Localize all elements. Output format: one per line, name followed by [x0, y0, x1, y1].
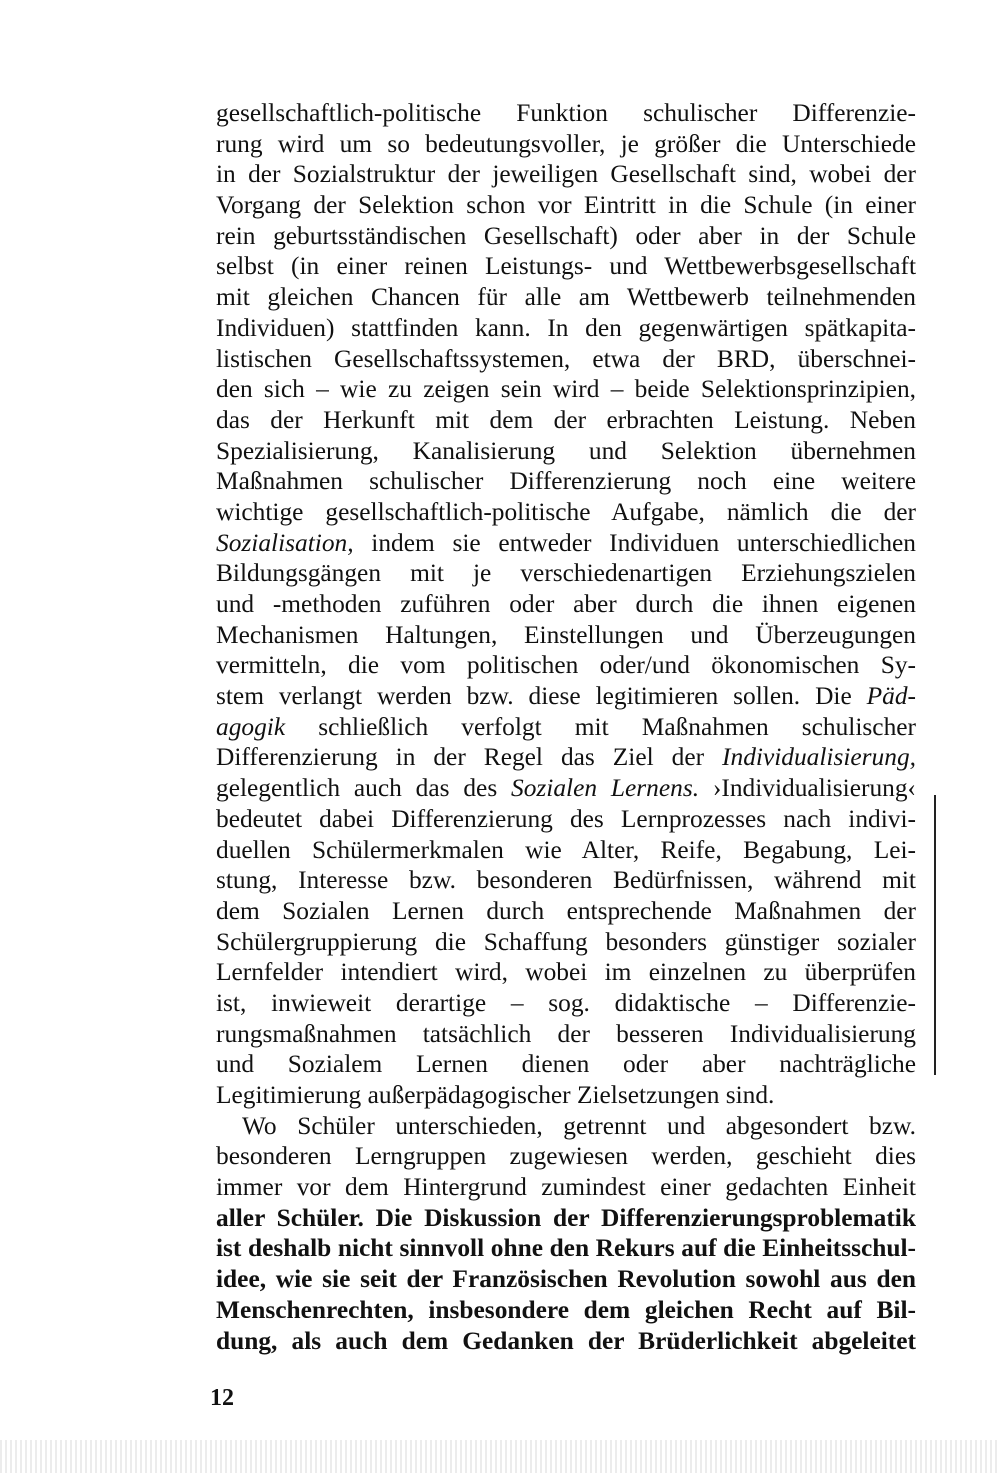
text-line	[216, 835, 916, 866]
text-line	[216, 466, 916, 497]
text-run: Lernfelder intendiert wird, wobei im einzelnen zu überprüfen	[216, 958, 916, 987]
text-run: immer vor dem Hintergrund zumindest einer gedachten Einheit	[216, 1173, 916, 1202]
text-line	[216, 1233, 916, 1264]
text-line	[216, 742, 916, 773]
text-line	[216, 1295, 916, 1326]
text-line	[216, 436, 916, 467]
italic-term: Päd-	[866, 682, 916, 711]
text-line	[216, 528, 916, 559]
body-text	[216, 98, 916, 1356]
text-line	[216, 405, 916, 436]
text-line	[216, 374, 916, 405]
text-line	[216, 957, 916, 988]
text-line	[216, 190, 916, 221]
text-run: Schülergruppierung die Schaffung besonders günstiger sozialer	[216, 927, 916, 956]
text-run: bedeutet dabei Differenzierung des Lernprozesses nach indivi-	[216, 804, 916, 833]
text-run: dung, als auch dem Gedanken der Brüderlichkeit abgeleitet	[216, 1326, 916, 1355]
text-line	[216, 589, 916, 620]
text-run: Differenzierung in der Regel das Ziel der	[216, 743, 723, 772]
text-run: in der Sozialstruktur der jeweiligen Gesellschaft sind, wobei der	[216, 160, 916, 189]
text-run: ist deshalb nicht sinnvoll ohne den Rekurs auf die Einheitsschul-	[216, 1234, 916, 1263]
text-line	[216, 865, 916, 896]
text-run: Mechanismen Haltungen, Einstellungen und Überzeugungen	[216, 620, 916, 649]
text-line	[216, 129, 916, 160]
text-run: gesellschaftlich-politische Funktion schulischer Differenzie-	[216, 99, 916, 127]
text-run: ›Individualisierung‹	[699, 774, 916, 803]
text-run: listischen Gesellschaftssystemen, etwa der BRD, überschnei-	[216, 344, 916, 373]
scan-noise	[0, 1440, 1000, 1473]
text-run: das der Herkunft mit dem der erbrachten Leistung. Neben	[216, 405, 916, 434]
text-line	[216, 251, 916, 282]
text-line	[216, 1111, 916, 1142]
text-run: idee, wie sie seit der Französischen Revolution sowohl aus den	[216, 1265, 916, 1294]
text-line	[216, 1326, 916, 1357]
text-run: Individuen) stattfinden kann. In den gegenwärtigen spätkapita-	[216, 313, 916, 342]
text-run: Vorgang der Selektion schon vor Eintritt in die Schule (in einer	[216, 191, 916, 220]
text-line	[216, 712, 916, 743]
text-run: duellen Schülermerkmalen wie Alter, Reife, Begabung, Lei-	[216, 835, 916, 864]
text-run: mit gleichen Chancen für alle am Wettbewerb teilnehmenden	[216, 283, 916, 312]
text-run: Legitimierung außerpädagogischer Zielsetzungen sind.	[216, 1081, 775, 1109]
text-line	[216, 98, 916, 129]
text-line	[216, 681, 916, 712]
text-run: Wo Schüler unterschieden, getrennt und abgesondert bzw.	[242, 1111, 916, 1140]
text-run: stung, Interesse bzw. besonderen Bedürfnissen, während mit	[216, 866, 916, 895]
italic-term: Sozialisation,	[216, 528, 354, 557]
text-line	[216, 221, 916, 252]
text-line	[216, 1080, 916, 1111]
text-run: Maßnahmen schulischer Differenzierung noch eine weitere	[216, 467, 916, 496]
text-line	[216, 313, 916, 344]
text-line	[216, 1141, 916, 1172]
text-line	[216, 1264, 916, 1295]
text-line	[216, 927, 916, 958]
text-run: rung wird um so bedeutungsvoller, je größer die Unterschiede	[216, 129, 916, 158]
text-run: den sich – wie zu zeigen sein wird – beide Selektionsprinzipien,	[216, 375, 916, 404]
text-line	[216, 620, 916, 651]
margin-line-mark	[934, 795, 936, 1075]
text-run: und -methoden zuführen oder aber durch die ihnen eigenen	[216, 590, 916, 618]
text-line	[216, 159, 916, 190]
text-run: Bildungsgängen mit je verschiedenartigen Erziehungszielen	[216, 559, 916, 588]
text-run: ist, inwieweit derartige – sog. didaktische – Differenzie-	[216, 988, 916, 1017]
italic-term: Individualisierung,	[722, 743, 916, 772]
italic-term: agogik	[216, 712, 286, 741]
text-line	[216, 988, 916, 1019]
text-run: indem sie entweder Individuen unterschiedlichen	[353, 528, 916, 557]
text-line	[216, 282, 916, 313]
text-line	[216, 497, 916, 528]
text-run: und Sozialem Lernen dienen oder aber nachträgliche	[216, 1050, 916, 1079]
page-number: 12	[210, 1385, 234, 1411]
text-run: rein geburtsständischen Gesellschaft) oder aber in der Schule	[216, 221, 916, 250]
text-line	[216, 896, 916, 927]
italic-term: Sozialen Lernens.	[511, 774, 700, 803]
text-line	[216, 650, 916, 681]
text-run: besonderen Lerngruppen zugewiesen werden, geschieht dies	[216, 1142, 916, 1171]
text-line	[216, 773, 916, 804]
text-run: aller Schüler. Die Diskussion der Differenzierungsproblematik	[216, 1203, 916, 1232]
text-line	[216, 804, 916, 835]
text-run: selbst (in einer reinen Leistungs- und Wettbewerbsgesellschaft	[216, 252, 916, 281]
text-run: rungsmaßnahmen tatsächlich der besseren Individualisierung	[216, 1019, 916, 1048]
text-line	[216, 1019, 916, 1050]
text-run: Spezialisierung, Kanalisierung und Selektion übernehmen	[216, 436, 916, 465]
text-line	[216, 558, 916, 589]
text-line	[216, 1049, 916, 1080]
text-run: Menschenrechten, insbesondere dem gleichen Recht auf Bil-	[216, 1295, 916, 1324]
text-run: wichtige gesellschaftlich-politische Aufgabe, nämlich die der	[216, 497, 916, 526]
text-run: schließlich verfolgt mit Maßnahmen schulischer	[285, 712, 916, 741]
text-run: gelegentlich auch das des	[216, 774, 512, 803]
text-run: stem verlangt werden bzw. diese legitimieren sollen. Die	[216, 682, 867, 711]
text-line	[216, 1172, 916, 1203]
text-run: vermitteln, die vom politischen oder/und ökonomischen Sy-	[216, 651, 916, 680]
text-run: dem Sozialen Lernen durch entsprechende Maßnahmen der	[216, 896, 916, 925]
text-line	[216, 1203, 916, 1234]
text-line	[216, 344, 916, 375]
